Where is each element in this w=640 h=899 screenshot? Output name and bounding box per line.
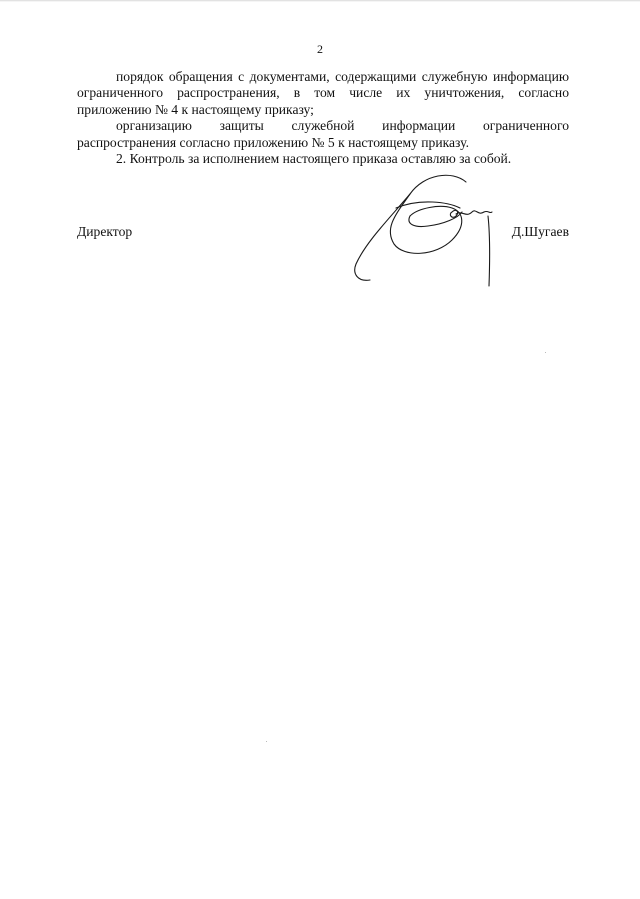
signatory-title: Директор <box>77 224 133 239</box>
paragraph-document-handling: порядок обращения с документами, содержащими служебную информацию ограниченного распространения, в том числе их уничтожения, согласно приложению № 4 к настоящему приказу; <box>77 69 569 117</box>
scan-speck <box>266 741 267 742</box>
paragraph-control-clause: 2. Контроль за исполнением настоящего приказа оставляю за собой. <box>116 151 512 167</box>
scan-speck <box>545 352 546 353</box>
scan-edge <box>0 0 640 2</box>
document-body <box>77 69 569 167</box>
signatory-name: Д.Шугаев <box>511 224 569 239</box>
page-number: 2 <box>317 42 323 56</box>
handwritten-signature <box>340 168 500 292</box>
paragraph-information-protection: организацию защиты служебной информации ограниченного распространения согласно приложению № 5 к настоящему приказу. <box>77 118 569 150</box>
